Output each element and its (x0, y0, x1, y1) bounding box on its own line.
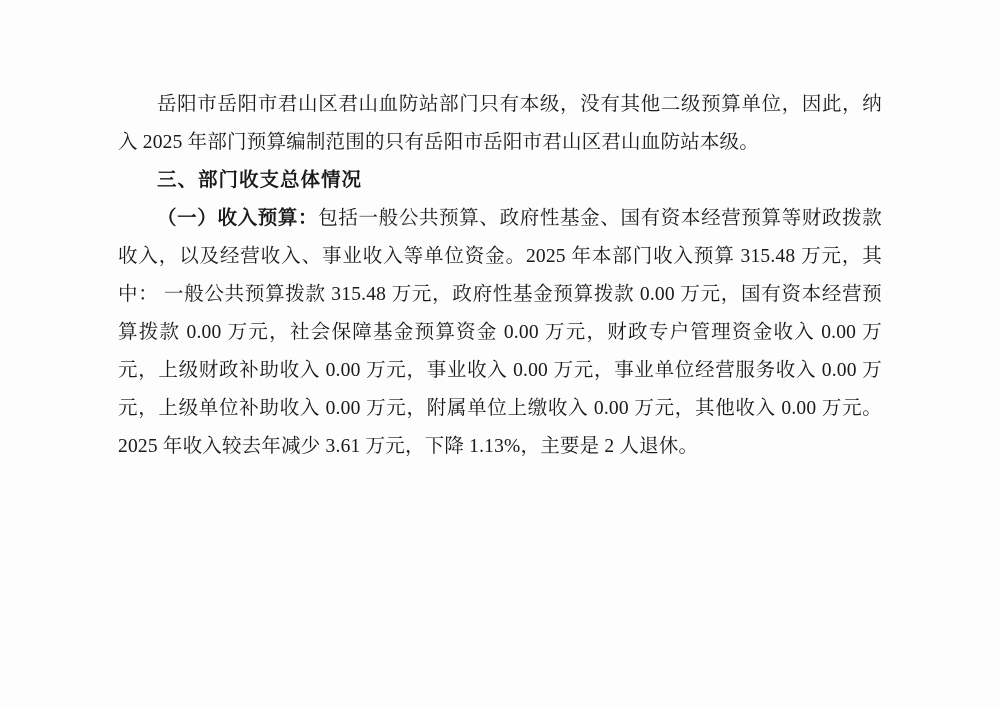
document-body (118, 86, 882, 466)
paragraph-income-budget (118, 200, 882, 466)
paragraph-intro: 岳阳市岳阳市君山区君山血防站部门只有本级，没有其他二级预算单位，因此，纳入 2025 年部门预算编制范围的只有岳阳市岳阳市君山区君山血防站本级。 (118, 94, 882, 153)
income-budget-text: 包括一般公共预算、政府性基金、国有资本经营预算等财政拨款收入，以及经营收入、事业收入等单位资金。2025 年本部门收入预算 315.48 万元，其中： 一般公共预算拨款 315.48 万元，政府性基金预算拨款 0.00 万元，国有资本经营预算拨款 0.00 万元，社会保障基金预算资金 0.00 万元，财政专户管理资金收入 0.00 万元，上级财政补助收入 0.00 万元，事业收入 0.00 万元，事业单位经营服务收入 0.00 万元，上级单位补助收入 0.00 万元，附属单位上缴收入 0.00 万元，其他收入 0.00 万元。2025 年收入较去年减少 3.61 万元，下降 1.13%，主要是 2 人退休。 (118, 208, 882, 457)
income-budget-lead-label: （一）收入预算： (157, 208, 319, 229)
section-heading-department-revenue-expenditure: 三、部门收支总体情况 (157, 170, 363, 191)
